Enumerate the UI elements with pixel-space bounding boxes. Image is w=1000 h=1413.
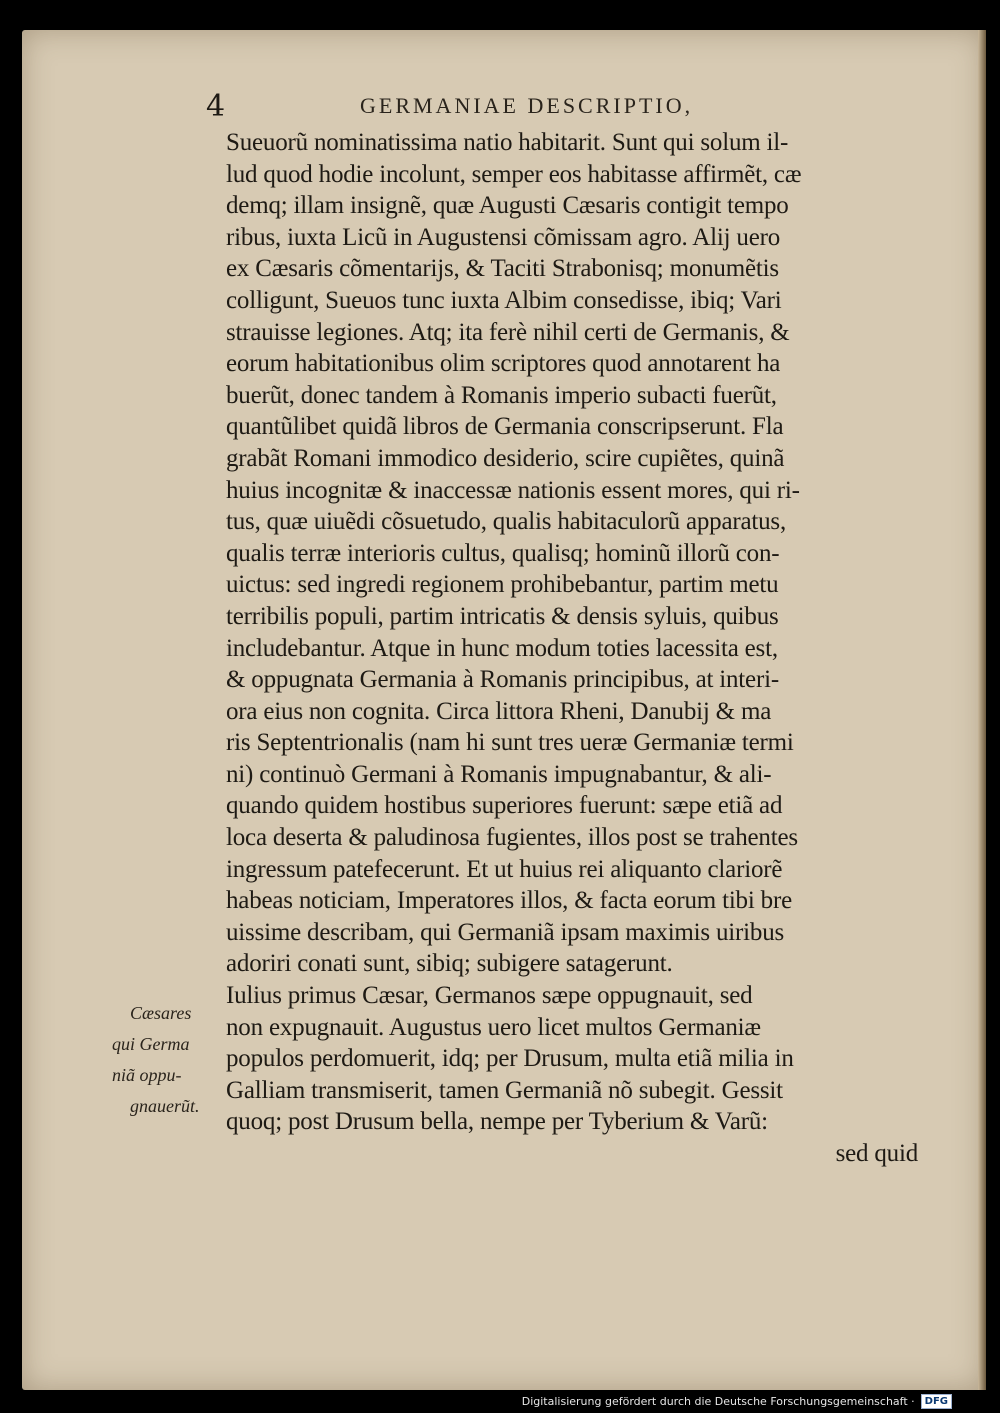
text-line: eorum habitationibus olim scriptores quod annotarent ha: [226, 350, 781, 378]
marginal-note-line: Cæsares: [130, 1003, 192, 1023]
text-line: terribilis populi, partim intricatis & densis syluis, quibus: [226, 602, 779, 630]
page-number: 4: [206, 89, 226, 124]
text-line: colligunt, Sueuos tunc iuxta Albim consedisse, ibiq; Vari: [226, 286, 782, 314]
text-line: buerũt, donec tandem à Romanis imperio subacti fuerũt,: [226, 381, 777, 409]
text-line: uictus: sed ingredi regionem prohibebantur, partim metu: [226, 571, 779, 599]
text-line: Iulius primus Cæsar, Germanos sæpe oppugnauit, sed: [226, 982, 753, 1010]
text-line: non expugnauit. Augustus uero licet multos Germaniæ: [226, 1013, 761, 1041]
page-edge: [978, 30, 986, 1390]
text-line: ribus, iuxta Licũ in Augustensi cõmissam agro. Alij uero: [226, 223, 781, 251]
text-line: adoriri conati sunt, sibiq; subigere satagerunt.: [226, 950, 673, 978]
text-line: demq; illam insignẽ, quæ Augusti Cæsaris contigit tempo: [226, 192, 789, 220]
text-line: includebantur. Atque in hunc modum toties lacessita est,: [226, 634, 778, 662]
text-line: habeas noticiam, Imperatores illos, & facta eorum tibi bre: [226, 887, 792, 915]
marginal-note-line: qui Germa: [112, 1034, 190, 1054]
text-line: lud quod hodie incolunt, semper eos habitasse affirmẽt, cæ: [226, 160, 802, 188]
text-line: sed quid: [835, 1140, 918, 1167]
text-line: & oppugnata Germania à Romanis principibus, at interi-: [226, 666, 779, 694]
text-line: Galliam transmiserit, tamen Germaniã nõ subegit. Gessit: [226, 1076, 783, 1104]
text-line: quantũlibet quidã libros de Germania conscripserunt. Fla: [226, 413, 784, 441]
text-line: quoq; post Drusum bella, nempe per Tyberium & Varũ:: [226, 1108, 768, 1136]
text-line: strauisse legiones. Atq; ita ferè nihil certi de Germanis, &: [226, 318, 790, 346]
text-line: ingressum patefecerunt. Et ut huius rei aliquanto clariorẽ: [226, 855, 783, 883]
text-line: Sueuorũ nominatissima natio habitarit. Sunt qui solum il-: [226, 129, 789, 156]
text-line: quando quidem hostibus superiores fuerunt: sæpe etiã ad: [226, 792, 783, 820]
body-text: [226, 127, 926, 1170]
text-line: loca deserta & paludinosa fugientes, illos post se trahentes: [226, 824, 798, 852]
text-line: ris Septentrionalis (nam hi sunt tres ueræ Germaniæ termi: [226, 729, 794, 757]
page-header: [200, 83, 920, 123]
text-line: uissime describam, qui Germaniã ipsam maximis uiribus: [226, 918, 785, 946]
marginal-note-line: niã oppu-: [112, 1065, 182, 1085]
text-line: grabãt Romani immodico desiderio, scire cupiẽtes, quinã: [226, 444, 785, 472]
footer: [522, 1393, 952, 1409]
marginal-note-line: gnauerũt.: [130, 1096, 200, 1116]
text-line: ora eius non cognita. Circa littora Rheni, Danubij & ma: [226, 697, 772, 725]
text-line: ni) continuò Germani à Romanis impugnabantur, & ali-: [226, 760, 772, 788]
dfg-logo: DFG: [921, 1394, 952, 1409]
funding-credit: Digitalisierung gefördert durch die Deutsche Forschungsgemeinschaft ·: [521, 1394, 915, 1408]
text-line: huius incognitæ & inaccessæ nationis essent mores, qui ri-: [226, 476, 800, 504]
text-line: populos perdomuerit, idq; per Drusum, multa etiã milia in: [226, 1045, 794, 1073]
text-line: qualis terræ interioris cultus, qualisq; hominũ illorũ con-: [226, 539, 780, 567]
marginal-note: [112, 998, 224, 1122]
text-line: ex Cæsaris cõmentarijs, & Taciti Strabonisq; monumẽtis: [226, 255, 779, 283]
running-head: GERMANIAE DESCRIPTIO,: [360, 93, 694, 118]
text-line: tus, quæ uiuẽdi cõsuetudo, qualis habitaculorũ apparatus,: [226, 508, 787, 536]
